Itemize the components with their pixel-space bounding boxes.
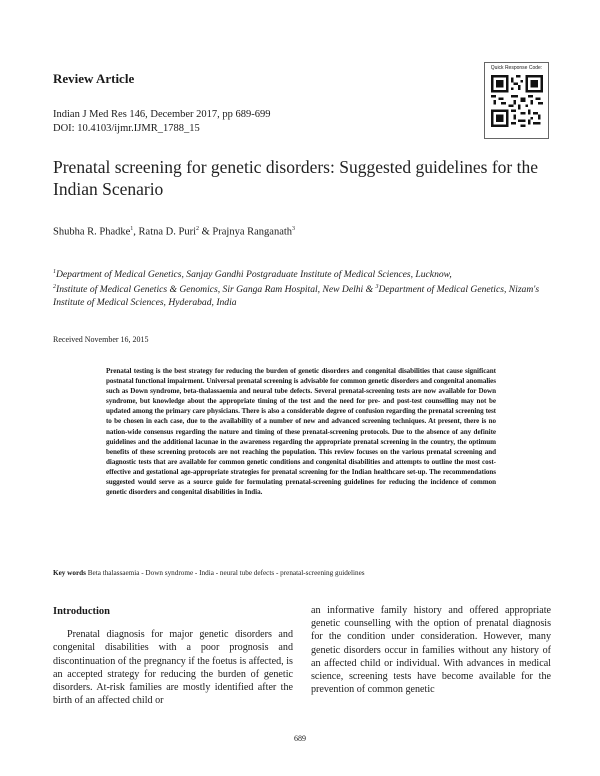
body-column-right	[311, 604, 551, 696]
affiliation-text: Department of Medical Genetics, Sanjay Gandhi Postgraduate Institute of Medical Sciences, Lucknow,	[56, 269, 452, 281]
body-column-left	[53, 605, 293, 707]
affiliation-text: Institute of Medical Genetics & Genomics, Sir Ganga Ram Hospital, New Delhi &	[56, 284, 376, 296]
author-affiliation-mark: 1	[130, 226, 134, 232]
author-separator: &	[199, 226, 213, 238]
author-name: Ratna D. Puri	[138, 226, 196, 238]
page-number: 689	[294, 734, 306, 743]
author-name: Prajnya Ranganath	[212, 226, 293, 238]
citation-doi: DOI: 10.4103/ijmr.IJMR_1788_15	[53, 123, 200, 134]
affiliations	[53, 266, 553, 309]
author-affiliation-mark: 2	[196, 226, 199, 232]
body-paragraph: an informative family history and offered appropriate genetic counselling with the option of prenatal diagnosis for the condition under consideration. However, many genetic disorders occur in families without any history of an affected child or individual. With advances in medical science, screening tests have become available for the prevention of common genetic	[311, 605, 551, 696]
abstract: Prenatal testing is the best strategy for reducing the burden of genetic disorders and congenital disabilities that cause significant postnatal functional impairment. Universal prenatal screening is advisable for common genetic disorders and congenital anomalies such as Down syndrome, beta-thalassaemia and neural tube defects. Several prenatal-screening tests are now available for Down syndrome, but knowledge about the appropriate timing of the test and the need for pre- and post-test counselling may not be updated among the primary care physicians. There is also a considerable degree of confusion regarding the prenatal screening test to be chosen in each case, due to the availability of a number of new and advanced screening techniques. At present, there is no nation-wide consensus regarding the nature and timing of these prenatal-screening protocols. Due to the absence of any definite guidelines and the additional lacunae in the awareness regarding the appropriate prenatal screening in the country, the optimum benefits of these screening protocols are not reaching the population. This review focuses on the various prenatal screening and diagnostic tests that are available for common genetic conditions and congenital disabilities and attempts to outline the most cost-effective and gestational age-appropriate strategies for prenatal screening for the Indian healthcare set-up. The recommendations suggested would serve as a source guide for formulating prenatal-screening guidelines for reducing the incidence of common genetic disorders and congenital disabilities in India.	[106, 367, 496, 497]
author-affiliation-mark: 3	[292, 226, 296, 232]
keywords-text: Beta thalassaemia - Down syndrome - India - neural tube defects - prenatal-screening guidelines	[85, 569, 365, 577]
body-paragraph: Prenatal diagnosis for major genetic disorders and congenital disabilities with a poor prognosis and discontinuation of the pregnancy if the foetus is affected, is an accepted strategy for reducing the burden of genetic disorders. At-risk families are mostly identified after the birth of an affected child or	[53, 629, 293, 707]
article-title: Prenatal screening for genetic disorders: Suggested guidelines for the Indian Scenario	[53, 157, 538, 199]
citation-journal: Indian J Med Res 146, December 2017, pp 689-699	[53, 109, 271, 120]
citation	[53, 108, 271, 136]
section-heading: Introduction	[53, 606, 110, 617]
keywords	[53, 569, 553, 577]
affiliation-mark: 1	[53, 269, 56, 275]
keywords-label: Key words	[53, 569, 86, 577]
qr-label: Quick Response Code:	[490, 65, 543, 71]
affiliation-text: Department of Medical Genetics, Nizam's Institute of Medical Sciences, Hyderabad, India	[53, 284, 540, 309]
received-date: Received November 16, 2015	[53, 335, 149, 344]
affiliation-mark: 3	[375, 284, 379, 291]
author-list	[53, 226, 295, 238]
author-separator: ,	[133, 226, 139, 238]
qr-code-box	[484, 62, 549, 139]
affiliation-mark: 2	[53, 284, 56, 291]
article-type: Review Article	[53, 71, 135, 86]
author-name: Shubha R. Phadke	[53, 226, 131, 238]
qr-code-icon	[491, 75, 543, 127]
